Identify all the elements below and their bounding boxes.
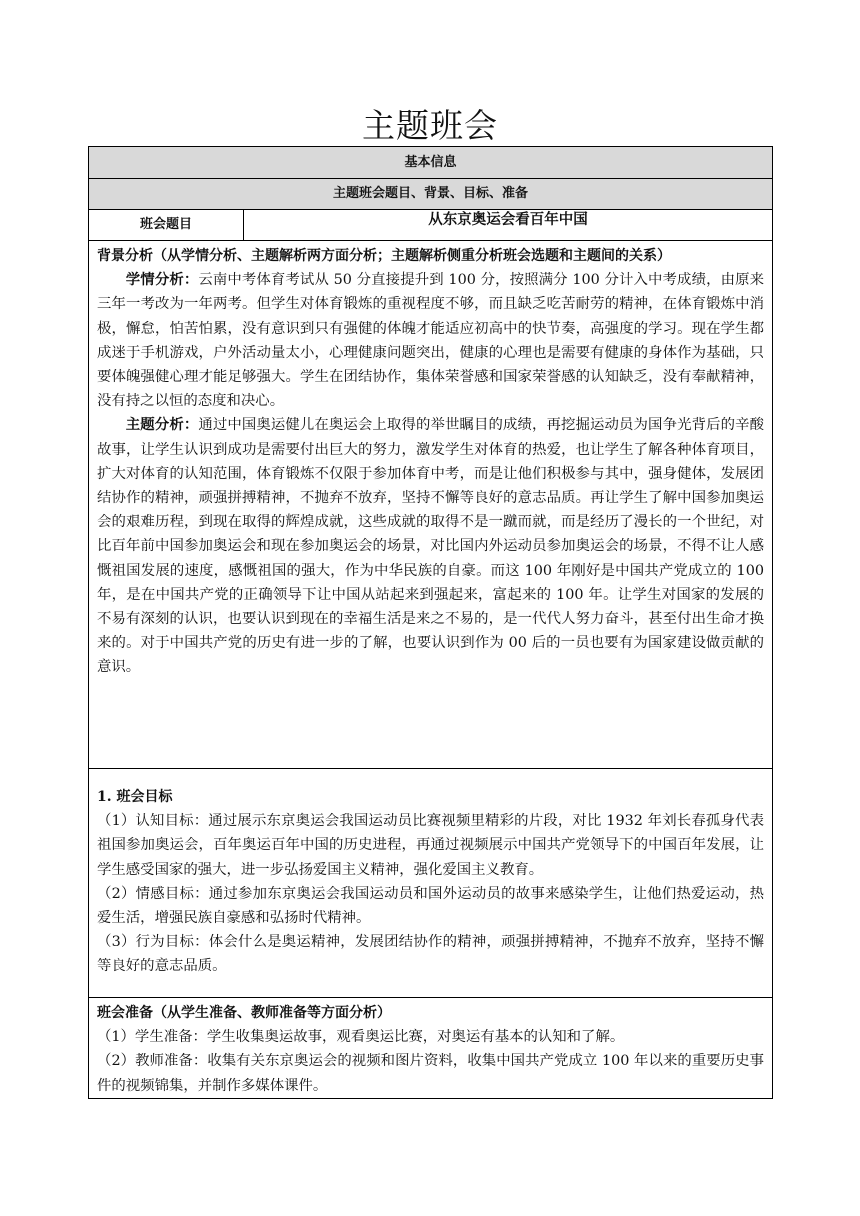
background-heading: 背景分析（从学情分析、主题解析两方面分析；主题解析侧重分析班会选题和主题间的关系） <box>97 248 671 264</box>
preparation-heading: 班会准备（从学生准备、教师准备等方面分析） <box>97 1005 391 1021</box>
student-analysis <box>97 268 764 413</box>
basic-info-header: 基本信息 <box>89 147 773 179</box>
preparation-item: （1）学生准备：学生收集奥运故事，观看奥运比赛，对奥运有基本的认知和了解。 <box>97 1029 625 1046</box>
student-analysis-text: 云南中考体育考试从 50 分直接提升到 100 分，按照满分 100 分计入中考成绩，由原来三年一考改为一年两考。但学生对体育锻炼的重视程度不够，而且缺乏吃苦耐劳的精神，在体育锻炼中消极，懈怠，怕苦怕累，没有意识到只有强健的体魄才能适应初高中的快节奏，高强度的学习。现在学生都成迷于手机游戏，户外活动量太小，心理健康问题突出，健康的心理也是需要有健康的身体作为基础，只要体魄强健心理才能足够强大。学生在团结协作，集体荣誉感和国家荣誉感的认知缺乏，没有奉献精神，没有持之以恒的态度和决心。 <box>97 272 765 410</box>
goal-item: （1）认知目标：通过展示东京奥运会我国运动员比赛视频里精彩的片段，对比 1932 年刘长春孤身代表祖国参加奥运会，百年奥运百年中国的历史进程，再通过视频展示中国共产党领导下的中国百年发展，让学生感受国家的强大，进一步弘扬爱国主义精神，强化爱国主义教育。 <box>97 813 765 878</box>
section-header: 主题班会题目、背景、目标、准备 <box>89 179 773 210</box>
topic-value: 从东京奥运会看百年中国 <box>244 210 773 241</box>
page-title: 主题班会 <box>362 106 498 145</box>
goal-item: （3）行为目标：体会什么是奥运精神，发展团结协作的精神，顽强拼搏精神，不抛弃不放弃，坚持不懈等良好的意志品质。 <box>97 934 765 975</box>
student-analysis-label: 学情分析： <box>125 271 199 289</box>
goals-cell <box>89 769 773 998</box>
preparation-cell <box>89 998 773 1099</box>
theme-analysis-label: 主题分析： <box>125 416 199 434</box>
theme-analysis <box>97 413 764 679</box>
goal-item: （2）情感目标：通过参加东京奥运会我国运动员和国外运动员的故事来感染学生，让他们热爱运动，热爱生活，增强民族自豪感和弘扬时代精神。 <box>97 885 765 927</box>
theme-analysis-text: 通过中国奥运健儿在奥运会上取得的举世瞩目的成绩，再挖掘运动员为国争光背后的辛酸故事，让学生认识到成功是需要付出巨大的努力，激发学生对体育的热爱，也让学生了解各种体育项目，扩大对体育的认知范围，体育锻炼不仅限于参加体育中考，而是让他们积极参与其中，强身健体，发展团结协作的精神，顽强拼搏精神，不抛弃不放弃，坚持不懈等良好的意志品质。再让学生了解中国参加奥运会的艰难历程，到现在取得的辉煌成就，这些成就的取得不是一蹴而就，而是经历了漫长的一个世纪，对比百年前中国参加奥运会和现在参加奥运会的场景，对比国内外运动员参加奥运会的场景，不得不让人感慨祖国发展的速度，感慨祖国的强大，作为中华民族的自豪。而这 100 年刚好是中国共产党成立的 100 年，是在中国共产党的正确领导下让中国从站起来到强起来，富起来的 100 年。让学生对国家的发展的不易有深刻的认识，也要认识到现在的幸福生活是来之不易的，是一代代人努力奋斗，甚至付出生命才换来的。对于中国共产党的历史有进一步的了解，也要认识到作为 00 后的一员也要有为国家建设做贡献的意识。 <box>97 417 765 676</box>
class-meeting-table <box>88 146 773 1099</box>
preparation-item: （2）教师准备：收集有关东京奥运会的视频和图片资料，收集中国共产党成立 100 年以来的重要历史事件的视频锦集，并制作多媒体课件。 <box>97 1053 765 1094</box>
background-cell <box>89 241 773 769</box>
goals-heading: 1. 班会目标 <box>97 789 173 805</box>
topic-label: 班会题目 <box>89 210 244 241</box>
